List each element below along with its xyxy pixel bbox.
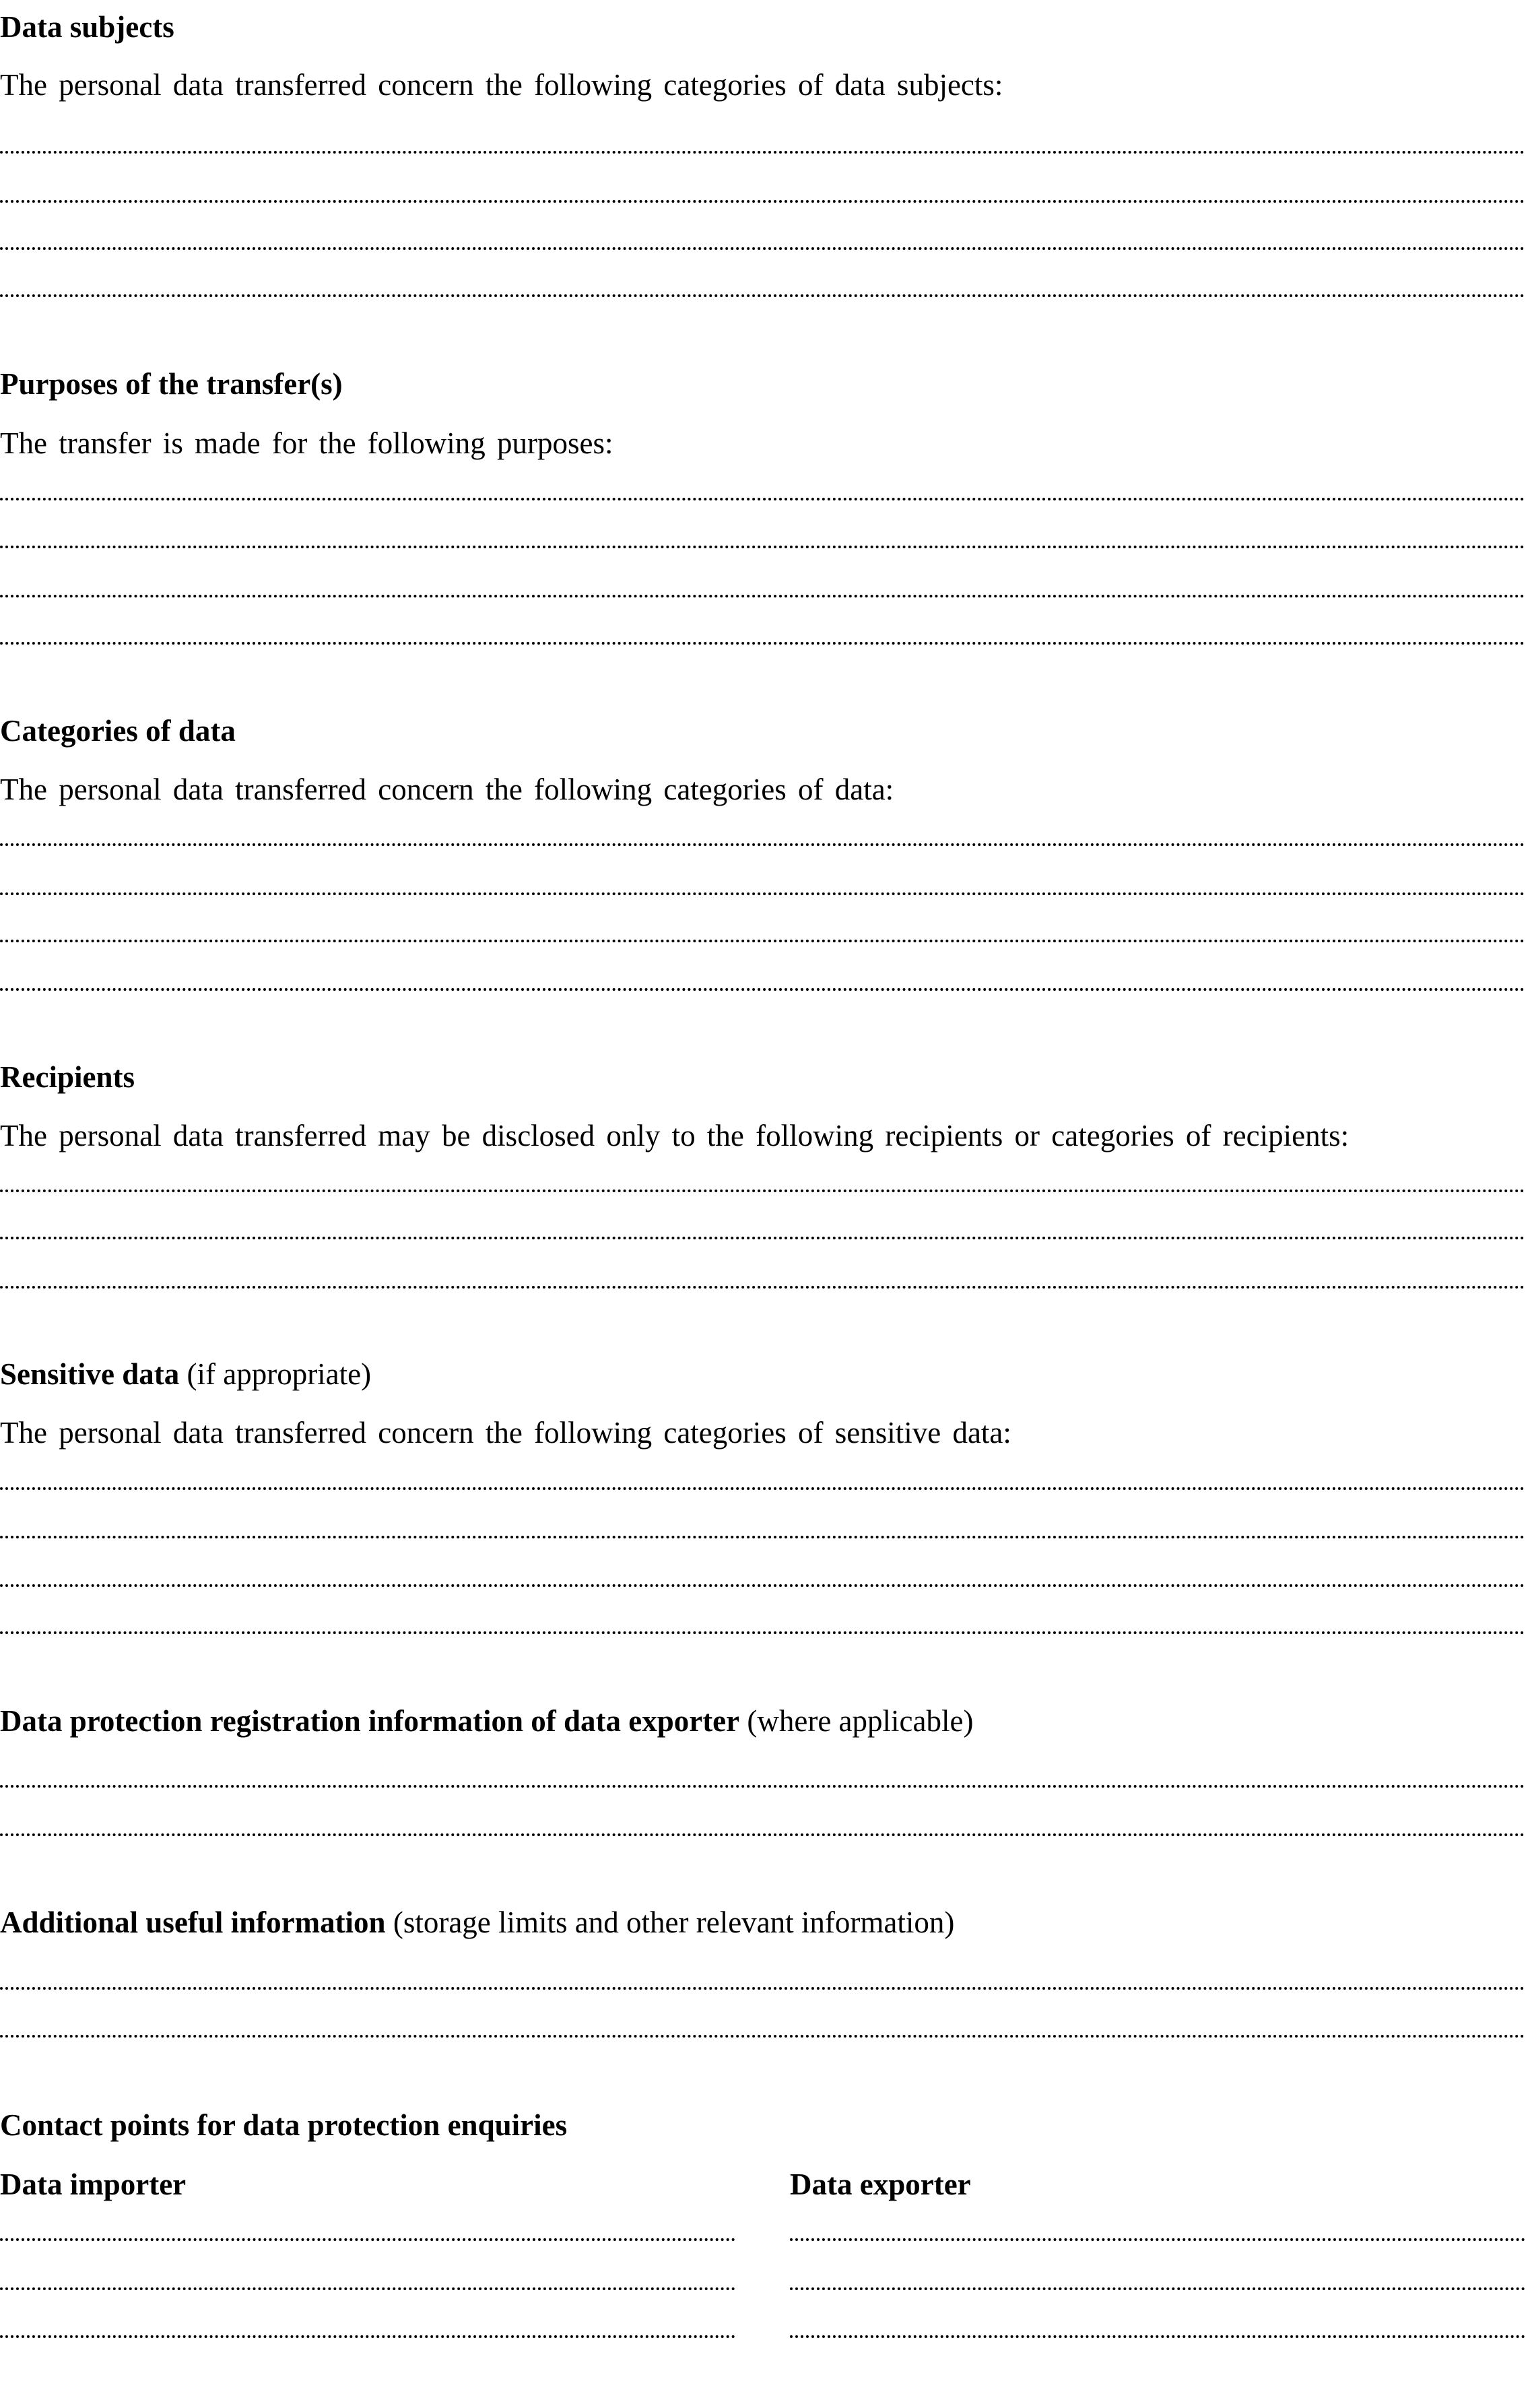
contact-exporter-label: Data exporter [790,2168,971,2201]
section-description-categories: The personal data transferred concern the following categories of data: [0,773,894,806]
section-title-additional: Additional useful information (storage limits and other relevant information) [0,1906,955,1939]
sensitive-fill-line-4[interactable] [0,1631,1525,1634]
section-title-purposes: Purposes of the transfer(s) [0,367,343,401]
purposes-fill-line-4[interactable] [0,642,1525,645]
categories-fill-line-1[interactable] [0,843,1525,846]
importer-fill-line-3[interactable] [0,2335,735,2338]
additional-fill-line-1[interactable] [0,1987,1525,1990]
registration-fill-line-1[interactable] [0,1785,1525,1788]
importer-fill-line-2[interactable] [0,2287,735,2290]
registration-fill-line-2[interactable] [0,1833,1525,1836]
purposes-fill-line-1[interactable] [0,498,1525,500]
section-title-data-subjects: Data subjects [0,10,174,44]
additional-fill-line-2[interactable] [0,2035,1525,2038]
contact-importer-label: Data importer [0,2168,187,2201]
section-title-contact: Contact points for data protection enquiries [0,2108,568,2142]
section-description-data-subjects: The personal data transferred concern the following categories of data subjects: [0,68,1003,102]
section-note-additional: (storage limits and other relevant information) [393,1906,955,1939]
exporter-fill-line-2[interactable] [790,2287,1525,2290]
section-description-recipients: The personal data transferred may be disclosed only to the following recipients or categories of recipients: [0,1119,1350,1152]
data-subjects-fill-line-4[interactable] [0,294,1525,297]
categories-fill-line-3[interactable] [0,940,1525,942]
section-description-sensitive: The personal data transferred concern the following categories of sensitive data: [0,1416,1011,1450]
section-description-purposes: The transfer is made for the following purposes: [0,426,613,460]
recipients-fill-line-1[interactable] [0,1190,1525,1192]
recipients-fill-line-3[interactable] [0,1286,1525,1289]
section-title-categories: Categories of data [0,714,236,748]
sensitive-fill-line-3[interactable] [0,1584,1525,1587]
recipients-fill-line-2[interactable] [0,1237,1525,1239]
exporter-fill-line-1[interactable] [790,2238,1525,2241]
data-subjects-fill-line-3[interactable] [0,247,1525,250]
data-subjects-fill-line-1[interactable] [0,151,1525,154]
section-note-sensitive: (if appropriate) [187,1357,372,1391]
section-note-registration: (where applicable) [747,1704,974,1738]
section-title-registration: Data protection registration information of data exporter (where applicable) [0,1704,974,1738]
sensitive-fill-line-1[interactable] [0,1487,1525,1490]
section-title-sensitive: Sensitive data (if appropriate) [0,1357,372,1391]
data-subjects-fill-line-2[interactable] [0,200,1525,203]
sensitive-fill-line-2[interactable] [0,1536,1525,1538]
purposes-fill-line-3[interactable] [0,595,1525,597]
importer-fill-line-1[interactable] [0,2238,735,2241]
categories-fill-line-2[interactable] [0,892,1525,895]
section-title-recipients: Recipients [0,1060,135,1094]
purposes-fill-line-2[interactable] [0,546,1525,548]
categories-fill-line-4[interactable] [0,988,1525,991]
exporter-fill-line-3[interactable] [790,2335,1525,2338]
